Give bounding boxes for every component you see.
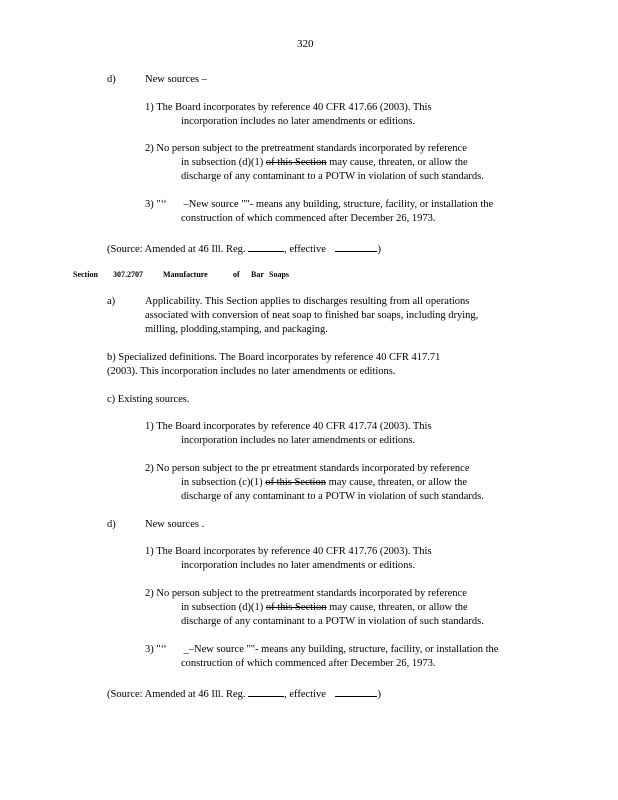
definitions-line-2: (2003). This incorporation includes no later amendments or editions. xyxy=(107,366,396,377)
paragraph-text: _–New source ""- means any building, structure, facility, or installation the xyxy=(183,644,499,655)
paragraph-text: –New source ""- means any building, structure, facility, or installation the xyxy=(183,199,494,210)
applicability-line-2: associated with conversion of neat soap to finished bar soaps, including drying, xyxy=(145,310,479,321)
source-note xyxy=(107,241,381,255)
quote-mark: "‘‘ xyxy=(156,644,167,655)
paragraph-text: No person subject to the pretreatment standards incorporated by reference xyxy=(156,143,467,154)
paragraph-2-line-2 xyxy=(181,157,468,168)
paragraph-c2-line-3: discharge of any contaminant to a POTW in violation of such standards. xyxy=(181,491,484,502)
section-number: 307.2707 xyxy=(113,270,143,279)
blank-line xyxy=(248,241,284,252)
paragraph-c2-line-1 xyxy=(145,463,470,474)
paragraph-d1-line-2: incorporation includes no later amendments or editions. xyxy=(181,560,416,571)
paragraph-number: 2) xyxy=(145,588,154,599)
item-label-d: d) xyxy=(107,519,116,530)
paragraph-d2-line-2 xyxy=(181,602,468,613)
paragraph-text: in subsection (d)(1) xyxy=(181,157,264,168)
paragraph-number: 3) xyxy=(145,199,154,210)
source-end: ) xyxy=(377,689,382,700)
paragraph-d3-line-1 xyxy=(145,644,498,655)
paragraph-number: 3) xyxy=(145,644,154,655)
item-label-d: d) xyxy=(107,74,116,85)
quote-mark: "‘‘ xyxy=(156,199,167,210)
blank-line xyxy=(248,686,284,697)
paragraph-1-line-2: incorporation includes no later amendments or editions. xyxy=(181,116,416,127)
blank-line xyxy=(335,686,377,697)
struck-text: of this Section xyxy=(265,602,327,613)
source-note xyxy=(107,686,381,700)
blank-line xyxy=(335,241,377,252)
paragraph-2-line-1 xyxy=(145,143,467,154)
source-prefix: (Source: Amended at 46 Ill. Reg. xyxy=(107,689,246,700)
section-title-word: Soaps xyxy=(269,270,290,279)
section-title-word: of xyxy=(233,270,240,279)
paragraph-text: in subsection (c)(1) xyxy=(181,477,263,488)
paragraph-number: 2) xyxy=(145,143,154,154)
paragraph-d1-line-1 xyxy=(145,546,432,557)
paragraph-text: may cause, threaten, or allow the xyxy=(329,157,468,168)
source-prefix: (Source: Amended at 46 Ill. Reg. xyxy=(107,244,246,255)
item-title-new-sources: New sources . xyxy=(145,519,205,530)
item-title-new-sources: New sources – xyxy=(145,74,207,85)
paragraph-3-line-1 xyxy=(145,199,493,210)
struck-text: of this Section xyxy=(265,477,326,488)
paragraph-text: may cause, threaten, or allow the xyxy=(328,477,468,488)
paragraph-d2-line-3: discharge of any contaminant to a POTW in violation of such standards. xyxy=(181,616,484,627)
paragraph-d2-line-1 xyxy=(145,588,467,599)
paragraph-number: 1) xyxy=(145,546,154,557)
paragraph-number: 1) xyxy=(145,421,154,432)
paragraph-3-line-2: construction of which commenced after December 26, 1973. xyxy=(181,213,436,224)
item-label-a: a) xyxy=(107,296,116,307)
page-number: 320 xyxy=(297,38,314,50)
paragraph-2-line-3: discharge of any contaminant to a POTW in violation of such standards. xyxy=(181,171,484,182)
paragraph-number: 2) xyxy=(145,463,154,474)
source-effective: , effective xyxy=(284,689,326,700)
paragraph-text: may cause, threaten, or allow the xyxy=(329,602,468,613)
section-title-word: Manufacture xyxy=(163,270,208,279)
source-effective: , effective xyxy=(284,244,326,255)
definitions-line-1: b) Specialized definitions. The Board incorporates by reference 40 CFR 417.71 xyxy=(107,352,441,363)
paragraph-1-line-1 xyxy=(145,102,432,113)
section-label: Section xyxy=(73,270,98,279)
applicability-line-3: milling, plodding,stamping, and packaging. xyxy=(145,324,328,335)
paragraph-d3-line-2: construction of which commenced after December 26, 1973. xyxy=(181,658,436,669)
applicability-line-1: Applicability. This Section applies to discharges resulting from all operations xyxy=(145,296,470,307)
paragraph-c2-line-2 xyxy=(181,477,467,488)
source-end: ) xyxy=(377,244,382,255)
paragraph-c1-line-2: incorporation includes no later amendments or editions. xyxy=(181,435,416,446)
paragraph-number: 1) xyxy=(145,102,154,113)
item-title-existing-sources: c) Existing sources. xyxy=(107,394,190,405)
paragraph-text: The Board incorporates by reference 40 CFR 417.76 (2003). This xyxy=(156,546,432,557)
paragraph-text: No person subject to the pr etreatment standards incorporated by reference xyxy=(156,463,470,474)
paragraph-text: The Board incorporates by reference 40 CFR 417.66 (2003). This xyxy=(156,102,432,113)
paragraph-text: in subsection (d)(1) xyxy=(181,602,264,613)
struck-text: of this Section xyxy=(265,157,327,168)
section-title-word: Bar xyxy=(251,270,264,279)
paragraph-text: The Board incorporates by reference 40 CFR 417.74 (2003). This xyxy=(156,421,432,432)
paragraph-c1-line-1 xyxy=(145,421,432,432)
paragraph-text: No person subject to the pretreatment standards incorporated by reference xyxy=(156,588,467,599)
